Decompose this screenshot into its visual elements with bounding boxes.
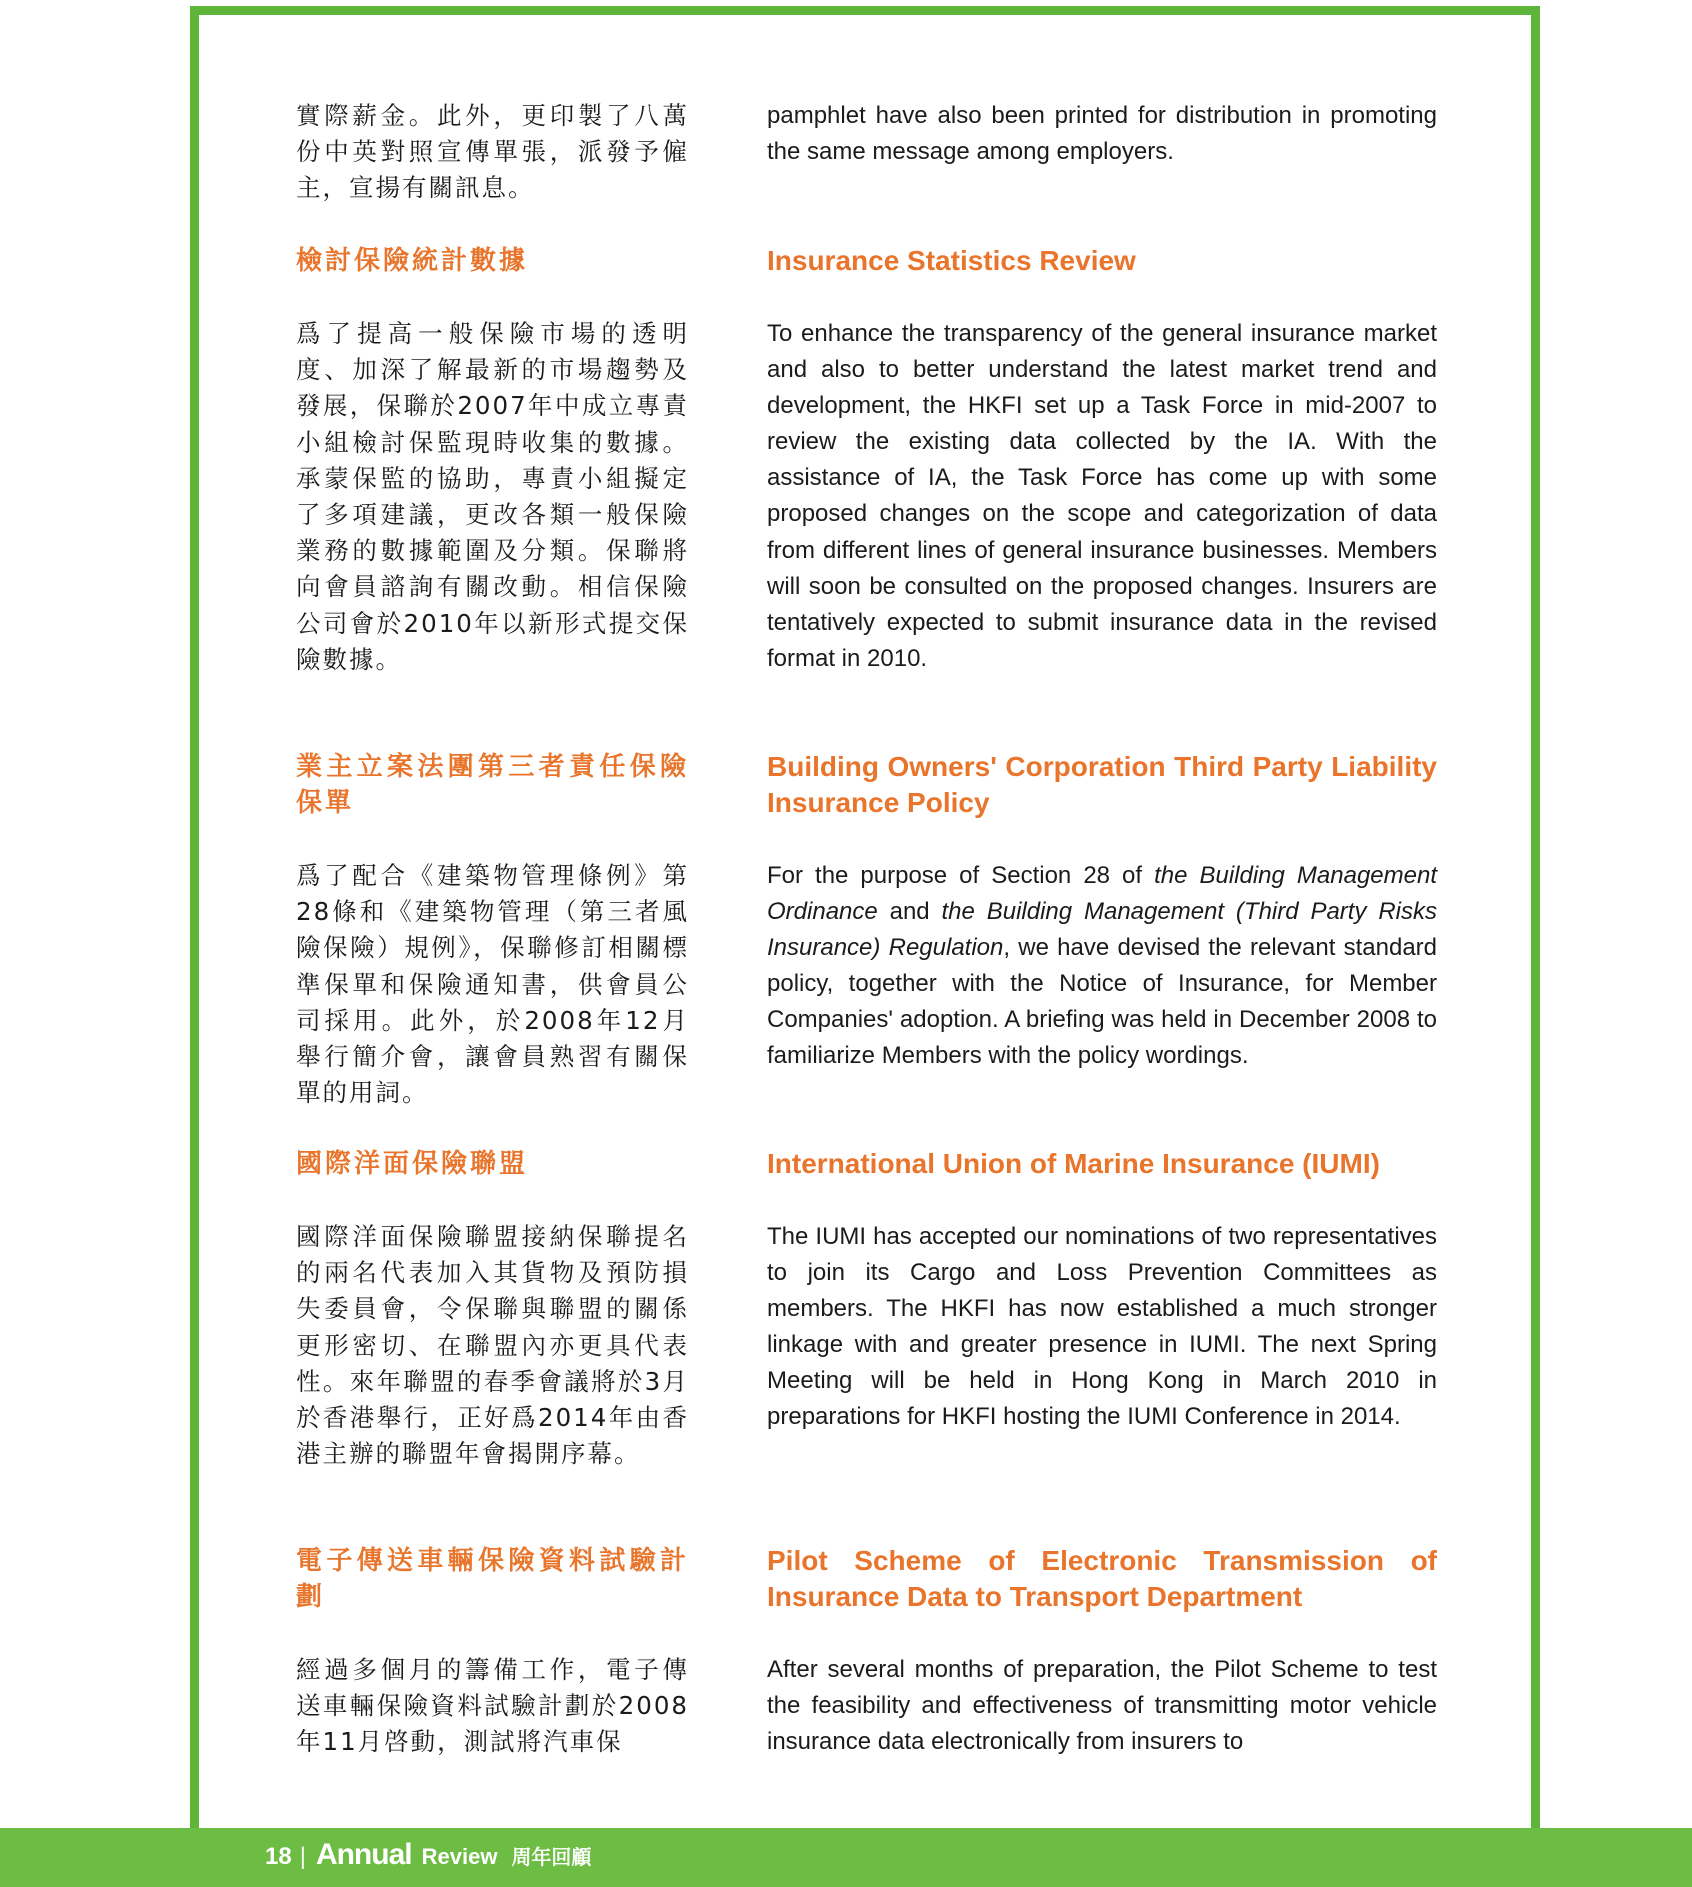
s2-en-ordinance: the Building Management Ordinance — [767, 862, 1437, 926]
intro-zh: 實際薪金。此外，更印製了八萬份中英對照宣傳單張，派發予僱主，宣揚有關訊息。 — [296, 101, 689, 203]
s2-en-a: For the purpose of Section 28 of — [767, 862, 1155, 889]
footer-separator: | — [299, 1843, 306, 1870]
footer-zh: 周年回顧 — [511, 1845, 592, 1869]
section-1-title-en: Insurance Statistics Review — [767, 245, 1136, 276]
section-4-body-en: After several months of preparation, the Pilot Scheme to test the feasibility and effectiveness of transmitting motor vehicle insurance data electronically from insurers to — [767, 1656, 1437, 1756]
s2-en-c: and — [877, 898, 942, 926]
section-2-title-en: Building Owners' Corporation Third Party Liability Insurance Policy — [767, 751, 1437, 819]
section-1-title-zh: 檢討保險統計數據 — [296, 246, 529, 276]
footer-review: Review — [421, 1844, 498, 1869]
section-3-body-en: The IUMI has accepted our nominations of two representatives to join its Cargo and Loss Prevention Committees as members. The HKFI has now established a much stronger linkage with and greater presence in IUMI. The next Spring Meeting will be held in Hong Kong in March 2010 in preparations for HKFI hosting the IUMI Conference in 2014. — [767, 1223, 1437, 1431]
section-3-title-zh: 國際洋面保險聯盟 — [296, 1149, 529, 1179]
section-4-body-zh: 經過多個月的籌備工作，電子傳送車輛保險資料試驗計劃於2008年11月啓動，測試將汽車保 — [296, 1655, 689, 1757]
section-2-title-zh: 業主立案法團第三者責任保險保單 — [296, 752, 689, 819]
section-4-title-zh: 電子傳送車輛保險資料試驗計劃 — [296, 1546, 689, 1613]
section-3-body-zh: 國際洋面保險聯盟接納保聯提名的兩名代表加入其貨物及預防損失委員會，令保聯與聯盟的關係更形密切、在聯盟內亦更具代表性。來年聯盟的春季會議將於3月於香港舉行，正好爲2014年由香港主辦的聯盟年會揭開序幕。 — [296, 1222, 689, 1469]
section-1-body-zh: 爲了提高一般保險市場的透明度、加深了解最新的市場趨勢及發展，保聯於2007年中成立專責小組檢討保監現時收集的數據。承蒙保監的協助，專責小組擬定了多項建議，更改各類一般保險業務的數據範圍及分類。保聯將向會員諮詢有關改動。相信保險公司會於2010年以新形式提交保險數據。 — [296, 319, 689, 674]
s2-en-e: , we have devised the relevant standard policy, together with the Notice of Insurance, for Member Companies' adoption. A briefing was held in December 2008 to familiarize Members with the policy wordings. — [767, 934, 1438, 1070]
s2-en-regulation: the Building Management (Third Party Risks Insurance) Regulation — [767, 898, 1437, 962]
section-1-body-en: To enhance the transparency of the general insurance market and also to better understand the latest market trend and development, the HKFI set up a Task Force in mid-2007 to review the existing data collected by the IA. With the assistance of IA, the Task Force has come up with some proposed changes on the scope and categorization of data from different lines of general insurance businesses. Members will soon be consulted on the proposed changes. Insurers are tentatively expected to submit insurance data in the revised format in 2010. — [767, 320, 1437, 672]
footer-bar — [0, 1828, 1692, 1887]
footer — [265, 1838, 591, 1878]
section-3-title-en: International Union of Marine Insurance (IUMI) — [767, 1148, 1380, 1179]
section-2-body-en — [767, 858, 1437, 1075]
section-2-body-zh: 爲了配合《建築物管理條例》第28條和《建築物管理（第三者風險保險）規例》，保聯修訂相關標準保單和保險通知書，供會員公司採用。此外，於2008年12月舉行簡介會，讓會員熟習有關保單的用詞。 — [296, 861, 689, 1108]
section-4-title-en: Pilot Scheme of Electronic Transmission of Insurance Data to Transport Department — [767, 1545, 1437, 1613]
footer-annual: Annual — [315, 1838, 412, 1871]
page-number: 18 — [265, 1843, 292, 1870]
intro-en: pamphlet have also been printed for distribution in promoting the same message among employers. — [767, 102, 1437, 166]
